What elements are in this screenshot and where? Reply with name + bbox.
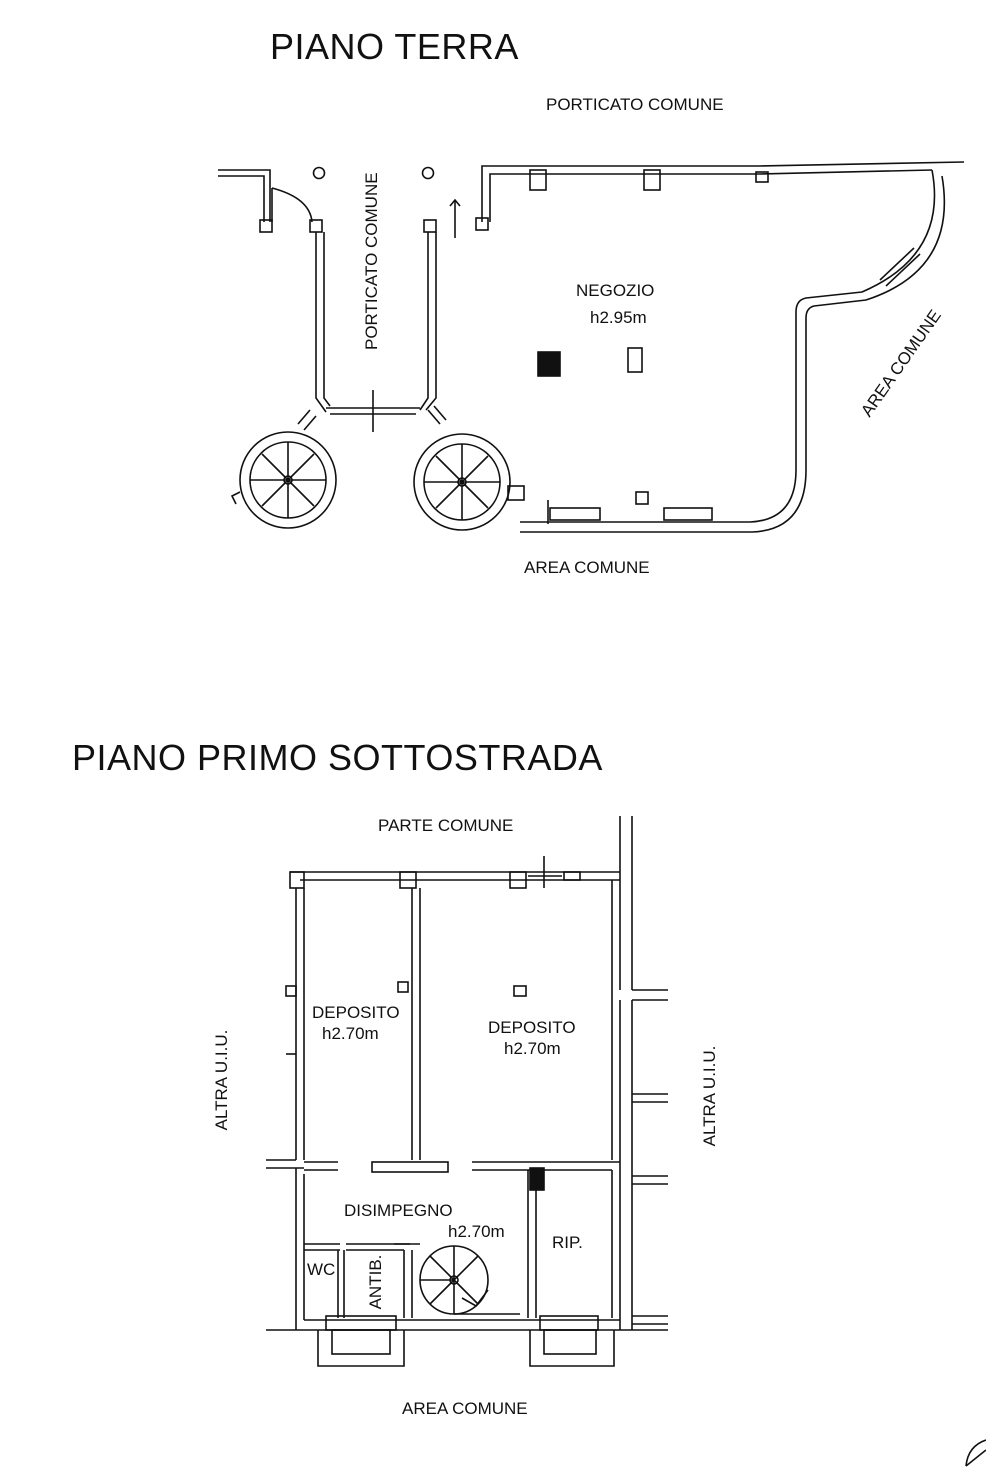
area-comune-diagonal-label: AREA COMUNE	[857, 306, 945, 421]
deposito-right-label: DEPOSITO	[488, 1018, 576, 1037]
ground-left-wing-walls	[218, 168, 436, 433]
antib-label: ANTIB.	[366, 1254, 385, 1310]
negozio-height-label: h2.95m	[590, 308, 647, 327]
basement-spiral-stair	[420, 1246, 520, 1314]
deposito-right-height-label: h2.70m	[504, 1039, 561, 1058]
ground-spiral-stair-left	[232, 410, 336, 528]
porticato-top-label: PORTICATO COMUNE	[546, 95, 724, 114]
ground-area-comune-bottom-label: AREA COMUNE	[524, 558, 650, 577]
ground-shop-walls	[450, 162, 964, 532]
rip-label: RIP.	[552, 1233, 583, 1252]
basement-outer-walls	[266, 816, 668, 1366]
basement-title: PIANO PRIMO SOTTOSTRADA	[72, 737, 603, 778]
disimpegno-height-label: h2.70m	[448, 1222, 505, 1241]
porticato-vertical-label: PORTICATO COMUNE	[362, 172, 381, 350]
ground-spiral-stair-right	[414, 406, 524, 530]
deposito-left-height-label: h2.70m	[322, 1024, 379, 1043]
basement-area-comune-bottom-label: AREA COMUNE	[402, 1399, 528, 1418]
parte-comune-label: PARTE COMUNE	[378, 816, 514, 835]
altra-uiu-right-label: ALTRA U.I.U.	[700, 1045, 719, 1147]
ground-floor-title: PIANO TERRA	[270, 26, 519, 67]
negozio-label: NEGOZIO	[576, 281, 655, 300]
deposito-left-label: DEPOSITO	[312, 1003, 400, 1022]
disimpegno-label: DISIMPEGNO	[344, 1201, 453, 1220]
altra-uiu-left-label: ALTRA U.I.U.	[212, 1029, 231, 1131]
north-arrow-fragment	[966, 1440, 986, 1466]
wc-label: WC	[307, 1260, 336, 1279]
